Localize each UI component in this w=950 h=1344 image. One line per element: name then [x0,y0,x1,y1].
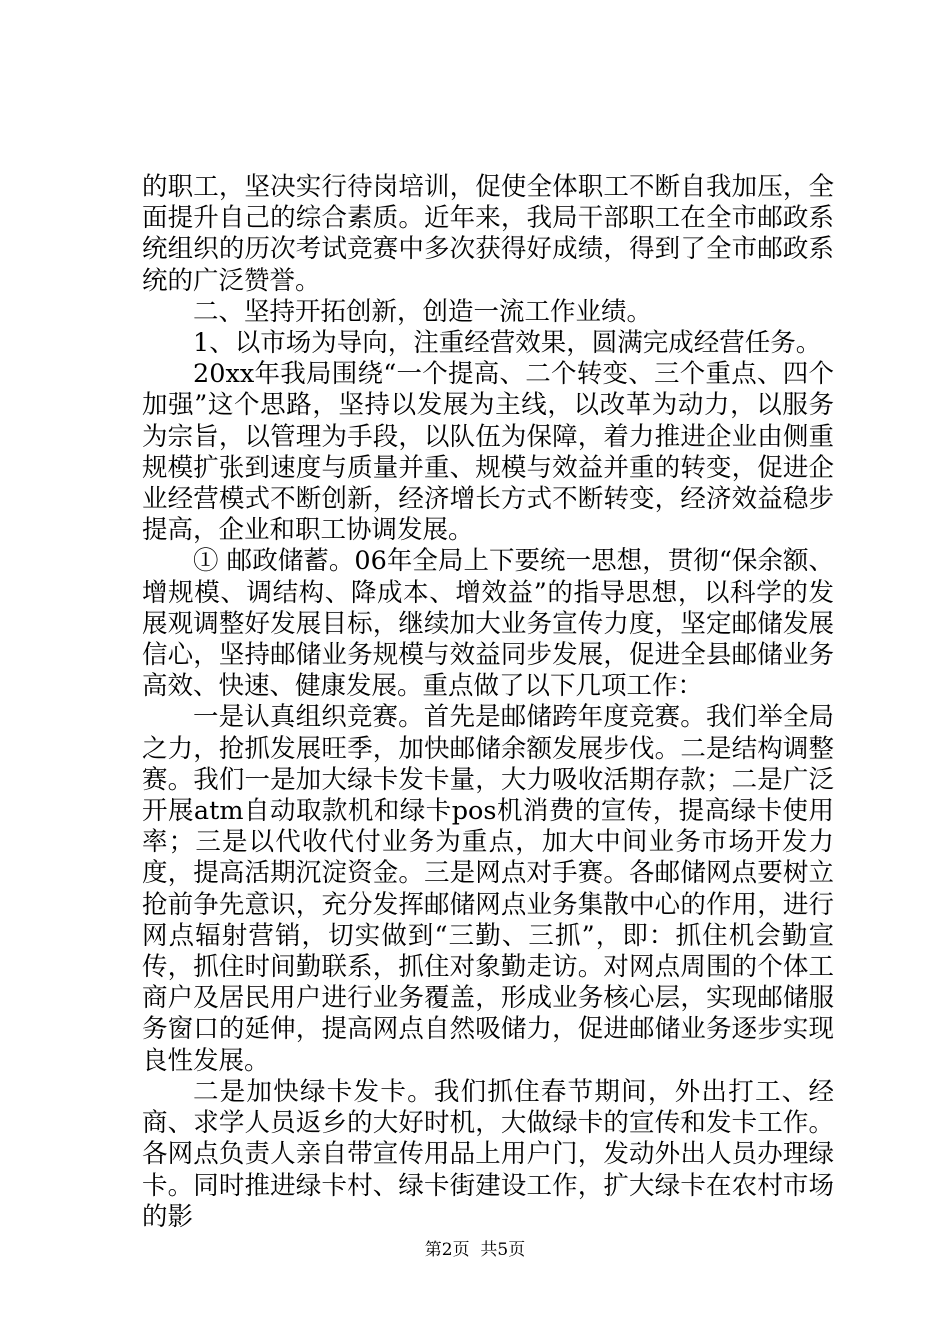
subsection-heading: 1、以市场为导向，注重经营效果，圆满完成经营任务。 [193,328,822,359]
paragraph: ① 邮政储蓄。06年全局上下要统一思想，贯彻“保余额、增规模、调结构、降成本、增效益”的指导思想，以科学的发展观调整好发展目标，继续加大业务宣传力度，坚定邮储发展信心，坚持邮储业务规模与效益同步发展，促进全县邮储业务高效、快速、健康发展。重点做了以下几项工作： [142,546,834,702]
paragraph: 二是加快绿卡发卡。我们抓住春节期间，外出打工、经商、求学人员返乡的大好时机，大做绿卡的宣传和发卡工作。各网点负责人亲自带宣传用品上用户门，发动外出人员办理绿卡。同时推进绿卡村、绿卡街建设工作，扩大绿卡在农村市场的影 [142,1076,834,1232]
paragraph: 20xx年我局围绕“一个提高、二个转变、三个重点、四个加强”这个思路，坚持以发展为主线，以改革为动力，以服务为宗旨，以管理为手段，以队伍为保障，着力推进企业由侧重规模扩张到速度与质量并重、规模与效益并重的转变，促进企业经营模式不断创新，经济增长方式不断转变，经济效益稳步提高，企业和职工协调发展。 [142,359,834,546]
paragraph: 的职工，坚决实行待岗培训，促使全体职工不断自我加压，全面提升自己的综合素质。近年来，我局干部职工在全市邮政系统组织的历次考试竞赛中多次获得好成绩，得到了全市邮政系统的广泛赞誉。 [142,172,834,296]
page-footer [0,1238,950,1262]
document-body [142,172,834,1233]
paragraph: 一是认真组织竞赛。首先是邮储跨年度竞赛。我们举全局之力，抢抓发展旺季，加快邮储余额发展步伐。二是结构调整赛。我们一是加大绿卡发卡量，大力吸收活期存款；二是广泛开展atm自动取款机和绿卡pos机消费的宣传，提高绿卡使用率；三是以代收代付业务为重点，加大中间业务市场开发力度，提高活期沉淀资金。三是网点对手赛。各邮储网点要树立抢前争先意识，充分发挥邮储网点业务集散中心的作用，进行网点辐射营销，切实做到“三勤、三抓”，即：抓住机会勤宣传，抓住时间勤联系，抓住对象勤走访。对网点周围的个体工商户及居民用户进行业务覆盖，形成业务核心层，实现邮储服务窗口的延伸，提高网点自然吸储力，促进邮储业务逐步实现良性发展。 [142,702,834,1076]
section-heading: 二、坚持开拓创新，创造一流工作业绩。 [193,296,653,327]
page-number: 第2页 [424,1240,470,1260]
page-total: 共5页 [480,1240,526,1260]
